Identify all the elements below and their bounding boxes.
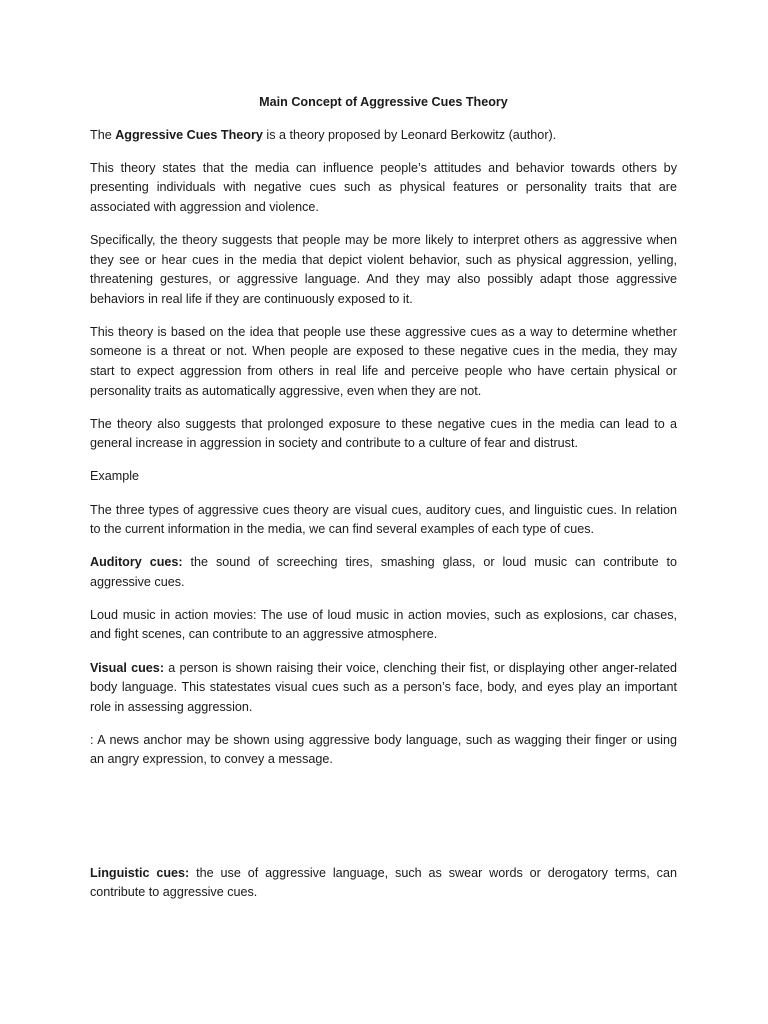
auditory-cues-label: Auditory cues: (90, 555, 183, 570)
linguistic-cues-text: the use of aggressive language, such as swear words or derogatory terms, can contribute to aggressive cues. (90, 865, 677, 900)
auditory-cues-paragraph (90, 553, 677, 592)
paragraph-specifics: Specifically, the theory suggests that people may be more likely to interpret others as aggressive when they see or hear cues in the media that depict violent behavior, such as physical aggression, yelling, threatening gestures, or aggressive language. And they may also possibly adapt those aggressive behaviors in real life if they are continuously exposed to it. (90, 232, 677, 306)
linguistic-cues-paragraph (90, 864, 677, 903)
linguistic-cues-label: Linguistic cues: (90, 865, 190, 880)
intro-pre: The (90, 127, 116, 142)
paragraph-loud-music: Loud music in action movies: The use of loud music in action movies, such as explosions, car chases, and fight scenes, can contribute to an aggressive atmosphere. (90, 607, 677, 642)
example-heading: Example (90, 469, 139, 484)
paragraph-types: The three types of aggressive cues theory are visual cues, auditory cues, and linguistic cues. In relation to the current information in the media, we can find several examples of each type of cues. (90, 502, 677, 537)
intro-paragraph (90, 126, 677, 146)
theory-name: Aggressive Cues Theory (115, 127, 263, 142)
paragraph-definition: This theory states that the media can influence people’s attitudes and behavior towards others by presenting individuals with negative cues such as physical features or personality traits that are associated with aggression and violence. (90, 160, 677, 214)
paragraph-news-anchor: : A news anchor may be shown using aggressive body language, such as wagging their finger or using an angry expression, to convey a message. (90, 732, 677, 767)
page-title: Main Concept of Aggressive Cues Theory (259, 95, 508, 109)
intro-post: is a theory proposed by Leonard Berkowitz (author). (262, 127, 557, 142)
visual-cues-label: Visual cues: (90, 660, 165, 675)
visual-cues-text: a person is shown raising their voice, clenching their fist, or displaying other anger-related body language. This statestates visual cues such as a person’s face, body, and eyes play an important role in assessing aggression. (90, 660, 677, 714)
auditory-cues-text: the sound of screeching tires, smashing glass, or loud music can contribute to aggressive cues. (90, 555, 678, 589)
blank-space (90, 784, 677, 864)
document-body (90, 93, 677, 916)
visual-cues-paragraph (90, 659, 677, 718)
paragraph-basis: This theory is based on the idea that people use these aggressive cues as a way to determine whether someone is a threat or not. When people are exposed to these negative cues in the media, they may start to expect aggression from others in real life and perceive people who have certain physical or personality traits as automatically aggressive, even when they are not. (90, 324, 677, 398)
paragraph-prolonged-exposure: The theory also suggests that prolonged exposure to these negative cues in the media can lead to a general increase in aggression in society and contribute to a culture of fear and distrust. (90, 416, 677, 451)
